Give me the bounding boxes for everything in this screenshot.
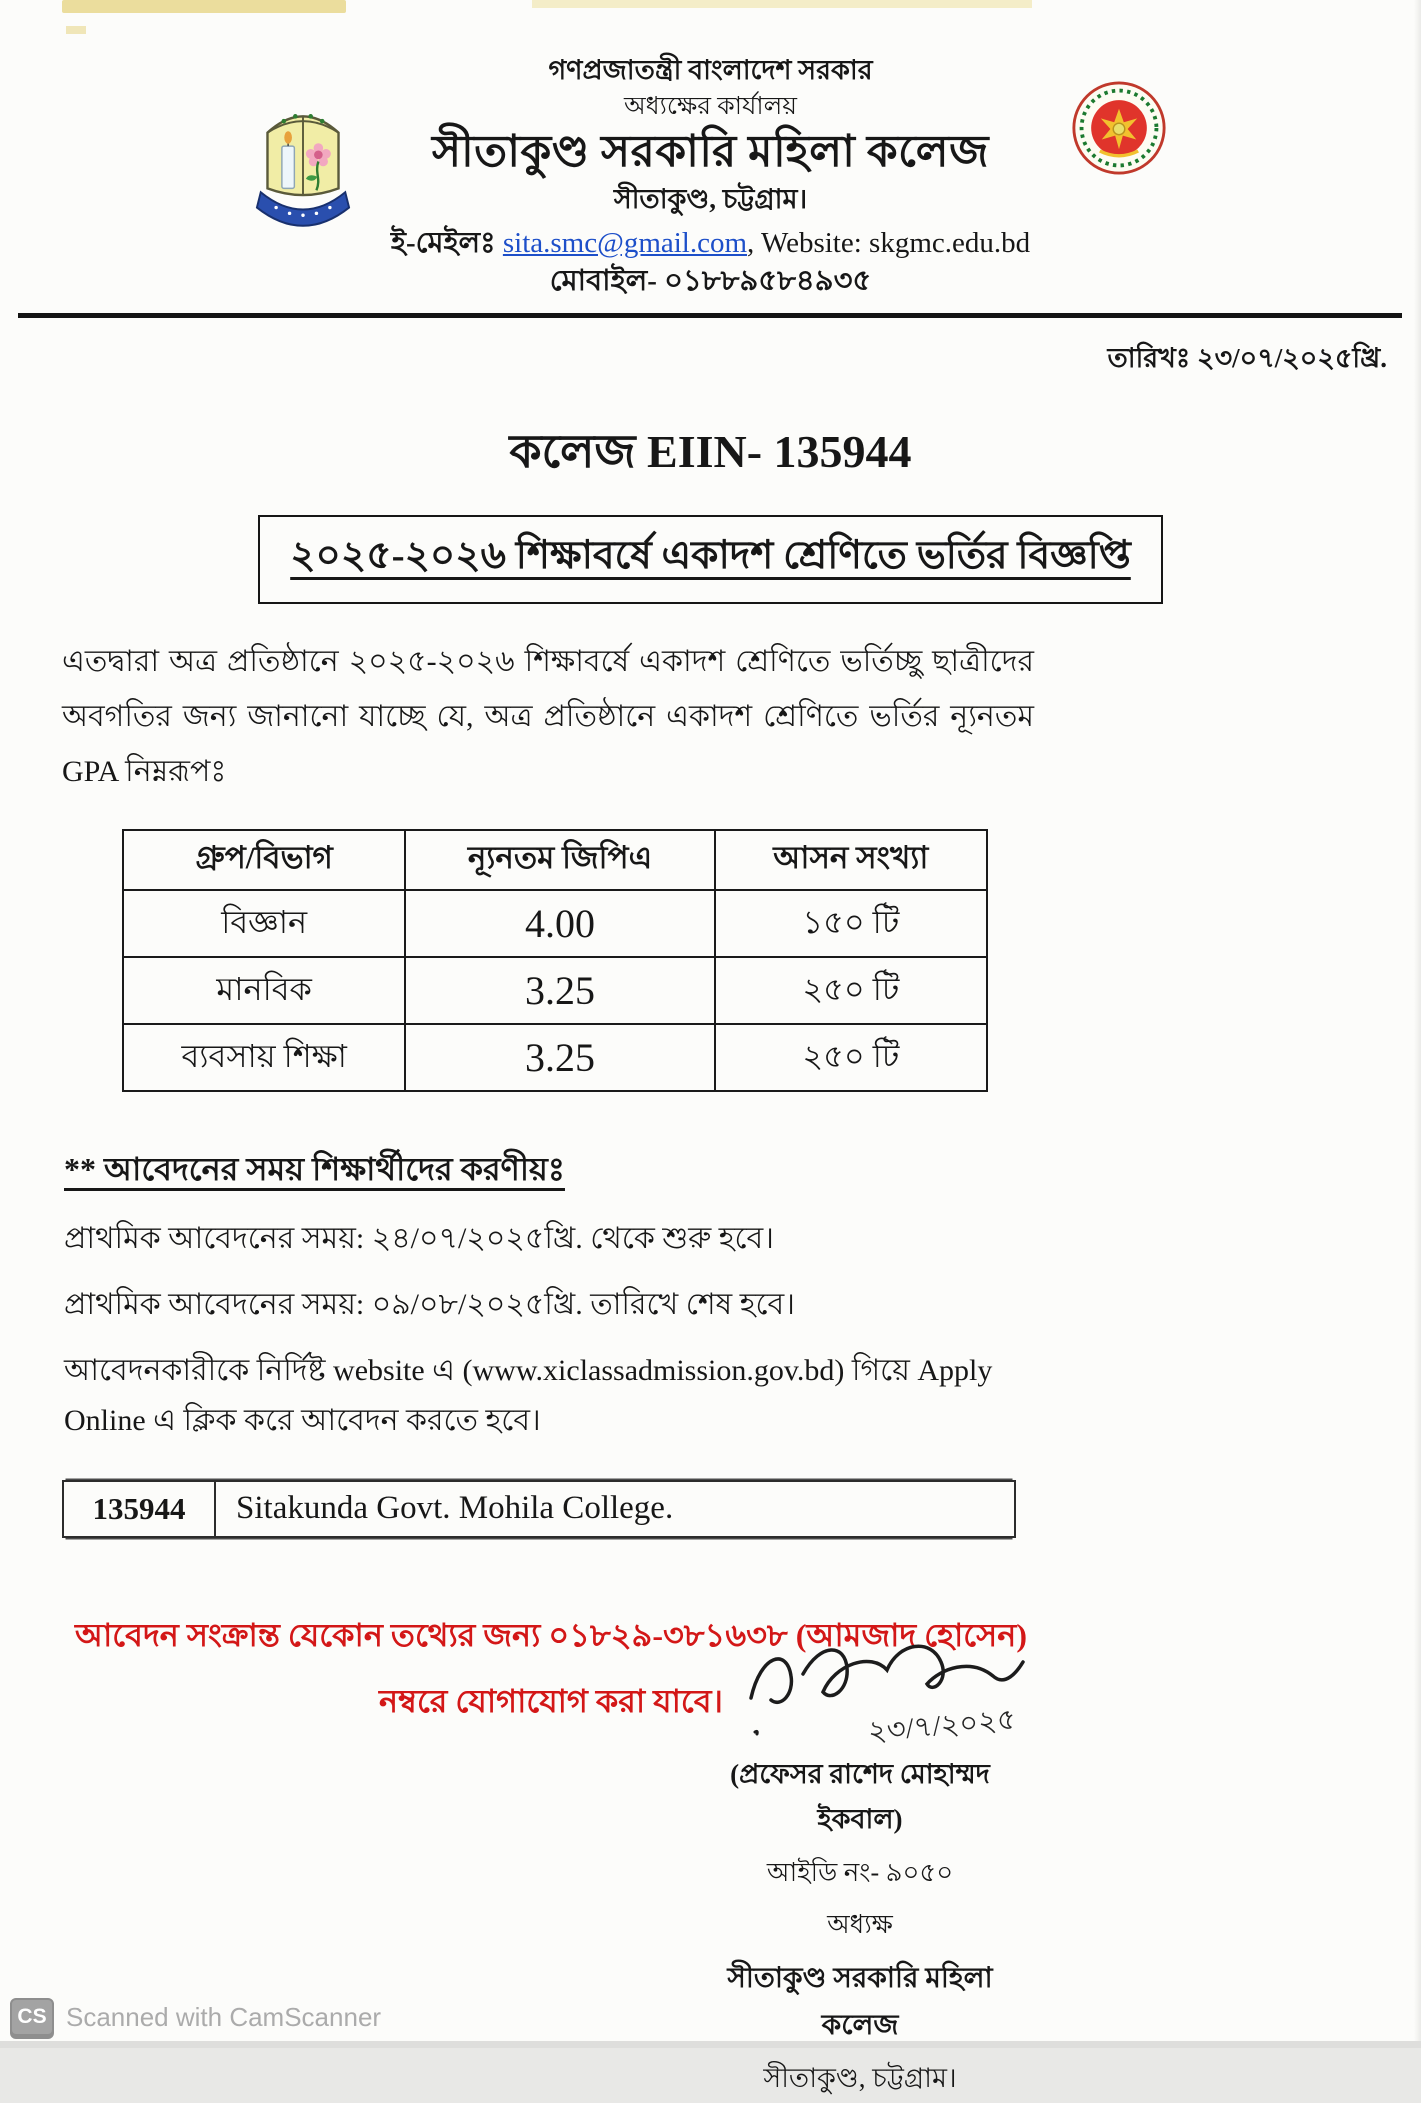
- instructions-heading: ** আবেদনের সময় শিক্ষার্থীদের করণীয়ঃ: [64, 1151, 565, 1188]
- signature-block: [688, 1636, 1032, 2103]
- gpa-cell: 3.25: [405, 957, 714, 1024]
- college-name: সীতাকুণ্ড সরকারি মহিলা কলেজ: [432, 127, 989, 177]
- notice-title-box: [258, 515, 1163, 604]
- table-row: [123, 957, 987, 1024]
- eiin-line: [0, 417, 1421, 493]
- header-seats: আসন সংখ্যা: [715, 830, 987, 890]
- header-gpa: ন্যূনতম জিপিএ: [405, 830, 714, 890]
- signatory-id: আইডি নং- ৯০৫০: [766, 1858, 954, 1887]
- website-label: , Website:: [747, 226, 870, 259]
- instruction-line-apply: আবেদনকারীকে নির্দিষ্ট website এ (www.xiclassadmission.gov.bd) গিয়ে Apply Online এ ক্লিক করে আবেদন করতে হবে।: [64, 1354, 993, 1438]
- signatory-name: (প্রফেসর রাশেদ মোহাম্মদ ইকবাল): [730, 1759, 990, 1834]
- contact-line: [381, 226, 1041, 261]
- eiin-prefix: কলেজ: [509, 426, 648, 478]
- signatory-designation: অধ্যক্ষ: [827, 1910, 893, 1939]
- notice-title: ২০২৫-২০২৬ শিক্ষাবর্ষে একাদশ শ্রেণিতে ভর্তির বিজ্ঞপ্তি: [290, 534, 1131, 578]
- seats-cell: ১৫০ টি: [715, 890, 987, 957]
- signatory-college: সীতাকুণ্ড সরকারি মহিলা কলেজ: [727, 1963, 993, 2041]
- college-address: সীতাকুণ্ড, চট্টগ্রাম।: [613, 184, 808, 215]
- camscanner-watermark-text: Scanned with CamScanner: [66, 2001, 382, 2032]
- header-group: গ্রুপ/বিভাগ: [123, 830, 405, 890]
- table-header-row: [123, 830, 987, 890]
- gpa-cell: 3.25: [405, 1024, 714, 1091]
- signature-handwritten-date: ২৩/৭/২০২৫: [866, 1703, 1017, 1749]
- header-divider: [18, 313, 1402, 318]
- admission-gpa-table: [122, 829, 988, 1092]
- table-row: [123, 1024, 987, 1091]
- email-label: ই-মেইলঃ: [390, 226, 503, 259]
- camscanner-watermark: [10, 1998, 381, 2036]
- office-line: অধ্যক্ষের কার্যালয়: [624, 93, 797, 121]
- website-address: skgmc.edu.bd: [869, 226, 1031, 259]
- contact-notice: আবেদন সংক্রান্ত যেকোন তথ্যের জন্য ০১৮২৯-৩৮১৬৩৮ (আমজাদ হোসেন) নম্বরে যোগাযোগ করা যাবে।: [74, 1617, 1027, 1720]
- eiin-number: EIIN- 135944: [647, 426, 912, 478]
- group-cell: বিজ্ঞান: [123, 890, 405, 957]
- government-emblem-icon: [1071, 80, 1167, 181]
- intro-paragraph: এতদ্বারা অত্র প্রতিষ্ঠানে ২০২৫-২০২৬ শিক্ষাবর্ষে একাদশ শ্রেণিতে ভর্তিচ্ছু ছাত্রীদের অবগতির জন্য জানানো যাচ্ছে যে, অত্র প্রতিষ্ঠানে একাদশ শ্রেণিতে ভর্তির ন্যূনতম GPA নিম্নরূপঃ: [62, 645, 1034, 789]
- college-code-box: [62, 1480, 1016, 1538]
- letterhead-text: [381, 54, 1041, 299]
- college-code: 135944: [64, 1482, 216, 1536]
- college-crest-logo-icon: [255, 98, 351, 253]
- camscanner-badge-icon: CS: [10, 1998, 54, 2036]
- email-address: sita.smc@gmail.com: [502, 226, 748, 259]
- seats-cell: ২৫০ টি: [715, 957, 987, 1024]
- group-cell: মানবিক: [123, 957, 405, 1024]
- table-row: [123, 890, 987, 957]
- instruction-line-start: প্রাথমিক আবেদনের সময়: ২৪/০৭/২০২৫খ্রি. থেকে শুরু হবে।: [64, 1222, 774, 1256]
- government-line: গণপ্রজাতন্ত্রী বাংলাদেশ সরকার: [548, 55, 873, 85]
- mobile-line: মোবাইল- ০১৮৮৯৫৮৪৯৩৫: [549, 265, 872, 298]
- seats-cell: ২৫০ টি: [715, 1024, 987, 1091]
- notice-title-wrap: [0, 515, 1421, 604]
- instruction-line-end: প্রাথমিক আবেদনের সময়: ০৯/০৮/২০২৫খ্রি. তারিখে শেষ হবে।: [64, 1288, 795, 1322]
- date-line: তারিখঃ ২৩/০৭/২০২৫খ্রি.: [1107, 343, 1387, 374]
- scan-artifact-right-edge: [1414, 0, 1421, 2048]
- signatory-address: সীতাকুণ্ড, চট্টগ্রাম।: [763, 2063, 957, 2093]
- group-cell: ব্যবসায় শিক্ষা: [123, 1024, 405, 1091]
- college-name-english: Sitakunda Govt. Mohila College.: [236, 1490, 674, 1527]
- letterhead: [0, 0, 1421, 299]
- signature-scribble-icon: [688, 1636, 1032, 1754]
- gpa-cell: 4.00: [405, 890, 714, 957]
